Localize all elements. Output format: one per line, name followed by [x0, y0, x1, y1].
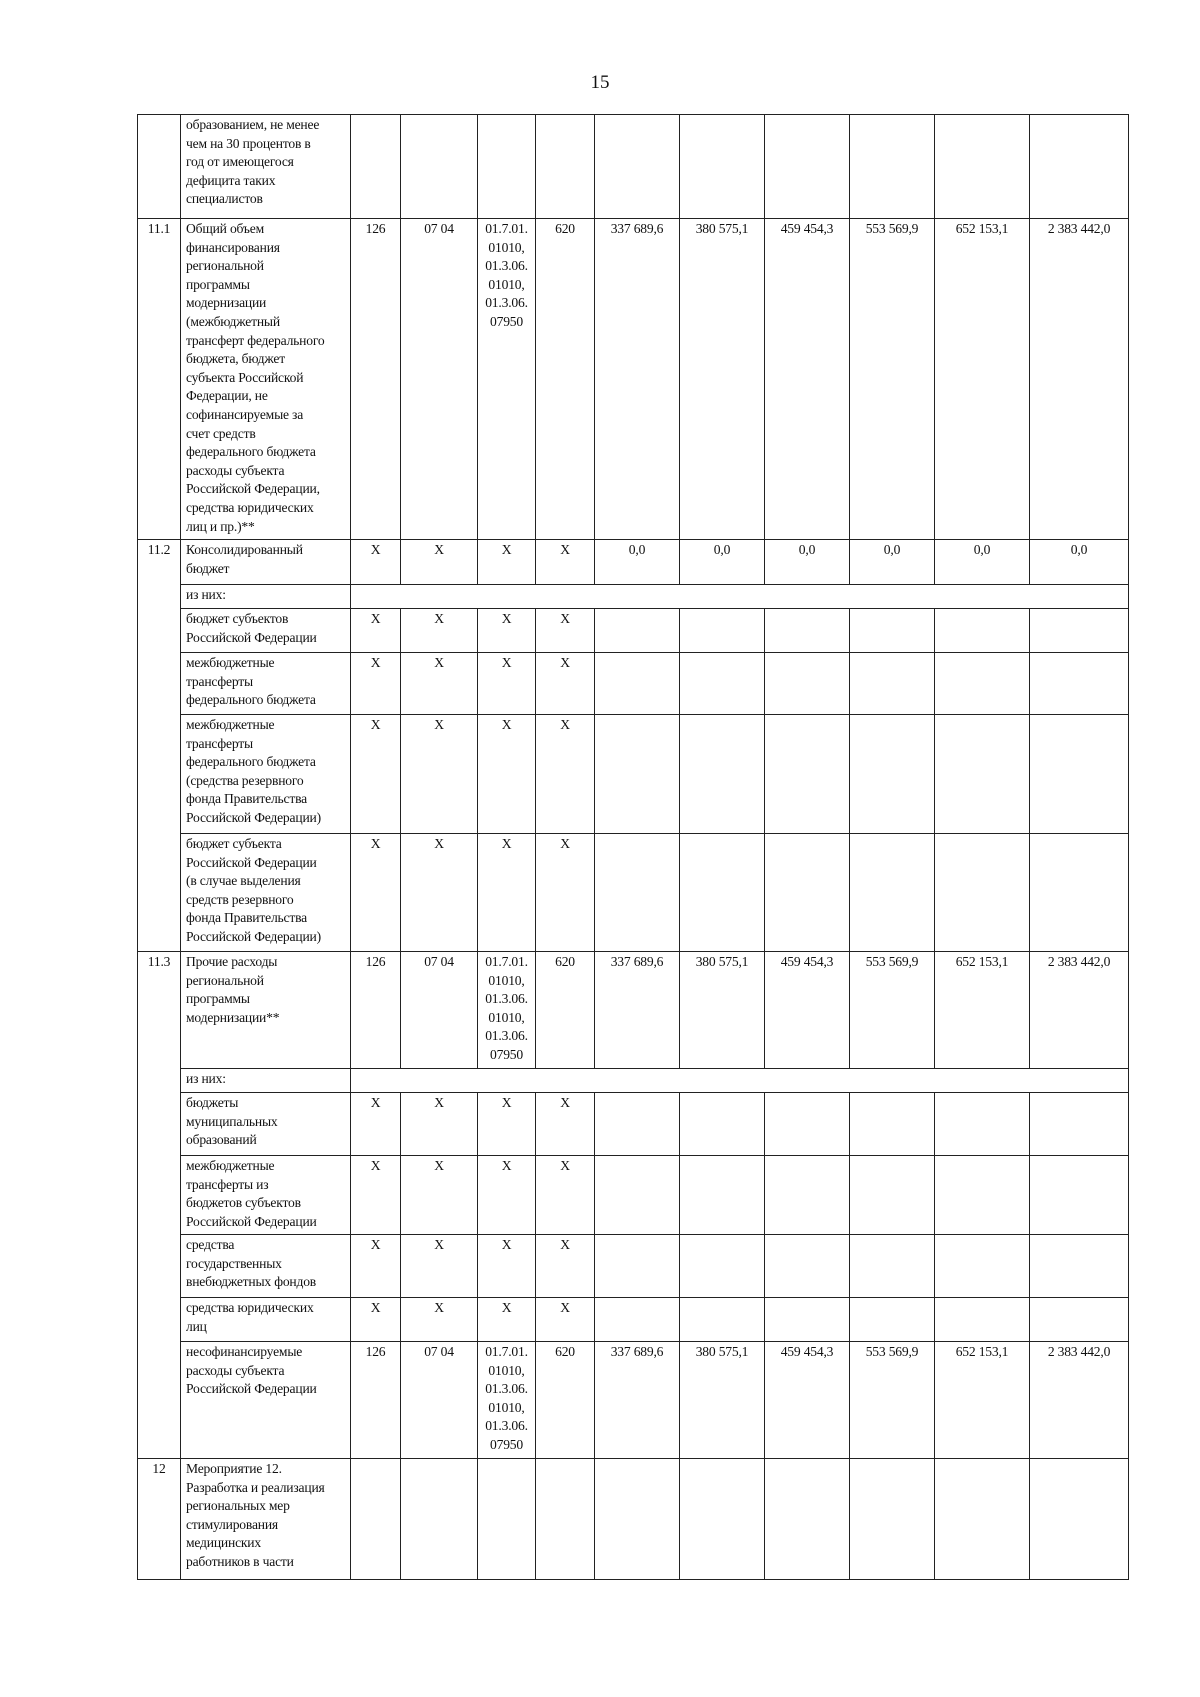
value-cell: 553 569,9 [850, 952, 935, 1069]
grbs-cell: X [351, 834, 401, 952]
grbs-cell: 126 [351, 952, 401, 1069]
rzpr-cell: X [401, 653, 478, 715]
vr-cell: X [536, 540, 595, 585]
csr-cell: 01.7.01. 01010, 01.3.06. 01010, 01.3.06. 07950 [478, 1342, 536, 1459]
rzpr-cell: X [401, 1093, 478, 1156]
value-cell: 380 575,1 [680, 1342, 765, 1459]
value-cell: 652 153,1 [935, 1342, 1030, 1459]
description-cell: Общий объем финансирования региональной программы модернизации (межбюджетный трансферт федерального бюджета, бюджет субъекта Российской Федерации, не софинансируемые за счет средств федерального бюджета расходы субъекта Российской Федерации, средства юридических лиц и пр.)** [181, 219, 351, 540]
value-cell [595, 1156, 680, 1235]
value-cell [680, 1235, 765, 1298]
rzpr-cell: X [401, 540, 478, 585]
description-cell: образованием, не менее чем на 30 процентов в год от имеющегося дефицита таких специалистов [181, 115, 351, 219]
value-cell [680, 609, 765, 653]
value-cell: 337 689,6 [595, 1342, 680, 1459]
value-cell [680, 1298, 765, 1342]
value-cell [935, 1298, 1030, 1342]
table-row [138, 1298, 1129, 1342]
value-cell [680, 834, 765, 952]
vr-cell: X [536, 653, 595, 715]
value-cell: 459 454,3 [765, 1342, 850, 1459]
value-cell [935, 1459, 1030, 1580]
value-cell [935, 1235, 1030, 1298]
grbs-cell: X [351, 609, 401, 653]
total-cell [1030, 609, 1129, 653]
total-cell [1030, 715, 1129, 834]
value-cell [680, 1093, 765, 1156]
csr-cell [478, 1459, 536, 1580]
value-cell [595, 653, 680, 715]
total-cell [1030, 653, 1129, 715]
value-cell [850, 653, 935, 715]
total-cell [1030, 115, 1129, 219]
vr-cell: 620 [536, 1342, 595, 1459]
value-cell [935, 715, 1030, 834]
total-cell: 2 383 442,0 [1030, 1342, 1129, 1459]
vr-cell: X [536, 1298, 595, 1342]
table-row [138, 1459, 1129, 1580]
grbs-cell: X [351, 540, 401, 585]
value-cell [765, 1093, 850, 1156]
total-cell [1030, 834, 1129, 952]
value-cell [935, 115, 1030, 219]
row-number-cell [138, 715, 181, 834]
rzpr-cell [401, 1459, 478, 1580]
value-cell: 0,0 [595, 540, 680, 585]
row-number-cell [138, 834, 181, 952]
total-cell: 0,0 [1030, 540, 1129, 585]
vr-cell: 620 [536, 219, 595, 540]
table-row [138, 653, 1129, 715]
value-cell [765, 653, 850, 715]
page-number: 15 [590, 72, 610, 93]
value-cell [765, 1459, 850, 1580]
description-cell: средства государственных внебюджетных фондов [181, 1235, 351, 1298]
value-cell [680, 653, 765, 715]
csr-cell [478, 115, 536, 219]
total-cell [1030, 1156, 1129, 1235]
value-cell [935, 653, 1030, 715]
grbs-cell: X [351, 1235, 401, 1298]
row-number-cell [138, 609, 181, 653]
description-cell: средства юридических лиц [181, 1298, 351, 1342]
total-cell [1030, 1093, 1129, 1156]
row-number-cell: 11.2 [138, 540, 181, 585]
table-row [138, 952, 1129, 1069]
grbs-cell [351, 115, 401, 219]
table-row [138, 115, 1129, 219]
vr-cell: 620 [536, 952, 595, 1069]
value-cell [595, 609, 680, 653]
value-cell [850, 1459, 935, 1580]
value-cell: 0,0 [850, 540, 935, 585]
value-cell [595, 115, 680, 219]
table-row [138, 1342, 1129, 1459]
description-cell: межбюджетные трансферты федерального бюджета (средства резервного фонда Правительства Российской Федерации) [181, 715, 351, 834]
value-cell [935, 609, 1030, 653]
rzpr-cell: X [401, 609, 478, 653]
row-number-cell [138, 1298, 181, 1342]
value-cell [935, 834, 1030, 952]
merged-cell [351, 1069, 1129, 1093]
table-row [138, 219, 1129, 540]
table-row [138, 834, 1129, 952]
row-number-cell [138, 653, 181, 715]
value-cell: 652 153,1 [935, 952, 1030, 1069]
vr-cell: X [536, 1156, 595, 1235]
value-cell: 459 454,3 [765, 219, 850, 540]
rzpr-cell: X [401, 715, 478, 834]
row-number-cell: 11.3 [138, 952, 181, 1069]
value-cell [850, 609, 935, 653]
csr-cell: X [478, 1298, 536, 1342]
value-cell: 0,0 [680, 540, 765, 585]
value-cell: 380 575,1 [680, 952, 765, 1069]
value-cell [850, 1156, 935, 1235]
row-number-cell: 11.1 [138, 219, 181, 540]
description-cell: бюджет субъектов Российской Федерации [181, 609, 351, 653]
value-cell [595, 1093, 680, 1156]
vr-cell [536, 115, 595, 219]
row-number-cell [138, 1069, 181, 1093]
description-cell: бюджеты муниципальных образований [181, 1093, 351, 1156]
value-cell [765, 715, 850, 834]
value-cell [765, 609, 850, 653]
value-cell [680, 715, 765, 834]
description-cell: межбюджетные трансферты федерального бюджета [181, 653, 351, 715]
csr-cell: X [478, 834, 536, 952]
grbs-cell: X [351, 653, 401, 715]
value-cell [680, 1156, 765, 1235]
table-row [138, 540, 1129, 585]
value-cell [595, 1298, 680, 1342]
vr-cell: X [536, 609, 595, 653]
value-cell [765, 1235, 850, 1298]
description-cell: Прочие расходы региональной программы модернизации** [181, 952, 351, 1069]
vr-cell [536, 1459, 595, 1580]
rzpr-cell: X [401, 834, 478, 952]
table-row [138, 1069, 1129, 1093]
rzpr-cell [401, 115, 478, 219]
row-number-cell [138, 1342, 181, 1459]
vr-cell: X [536, 715, 595, 834]
value-cell: 0,0 [935, 540, 1030, 585]
value-cell [765, 1156, 850, 1235]
grbs-cell: 126 [351, 219, 401, 540]
table-row [138, 1093, 1129, 1156]
row-number-cell [138, 1235, 181, 1298]
grbs-cell: X [351, 1093, 401, 1156]
csr-cell: X [478, 1235, 536, 1298]
value-cell: 553 569,9 [850, 1342, 935, 1459]
rzpr-cell: X [401, 1298, 478, 1342]
value-cell: 0,0 [765, 540, 850, 585]
value-cell [765, 115, 850, 219]
csr-cell: X [478, 653, 536, 715]
csr-cell: X [478, 609, 536, 653]
description-cell: Мероприятие 12. Разработка и реализация региональных мер стимулирования медицинских работников в части [181, 1459, 351, 1580]
description-cell: межбюджетные трансферты из бюджетов субъектов Российской Федерации [181, 1156, 351, 1235]
value-cell [595, 1235, 680, 1298]
table-row [138, 1235, 1129, 1298]
value-cell [595, 1459, 680, 1580]
value-cell [850, 715, 935, 834]
description-cell: Консолидированный бюджет [181, 540, 351, 585]
value-cell [850, 834, 935, 952]
vr-cell: X [536, 1235, 595, 1298]
total-cell: 2 383 442,0 [1030, 952, 1129, 1069]
csr-cell: X [478, 715, 536, 834]
value-cell: 380 575,1 [680, 219, 765, 540]
budget-table [137, 114, 1129, 1580]
grbs-cell: X [351, 715, 401, 834]
grbs-cell [351, 1459, 401, 1580]
value-cell [935, 1093, 1030, 1156]
value-cell [850, 1298, 935, 1342]
value-cell: 337 689,6 [595, 952, 680, 1069]
row-number-cell [138, 1156, 181, 1235]
grbs-cell: X [351, 1298, 401, 1342]
value-cell [680, 115, 765, 219]
rzpr-cell: 07 04 [401, 219, 478, 540]
rzpr-cell: 07 04 [401, 1342, 478, 1459]
csr-cell: X [478, 1156, 536, 1235]
description-cell: из них: [181, 1069, 351, 1093]
grbs-cell: X [351, 1156, 401, 1235]
value-cell: 553 569,9 [850, 219, 935, 540]
table-row [138, 609, 1129, 653]
csr-cell: 01.7.01. 01010, 01.3.06. 01010, 01.3.06. 07950 [478, 952, 536, 1069]
value-cell: 652 153,1 [935, 219, 1030, 540]
total-cell [1030, 1235, 1129, 1298]
value-cell [680, 1459, 765, 1580]
rzpr-cell: X [401, 1156, 478, 1235]
value-cell [850, 1093, 935, 1156]
csr-cell: 01.7.01. 01010, 01.3.06. 01010, 01.3.06. 07950 [478, 219, 536, 540]
total-cell [1030, 1298, 1129, 1342]
row-number-cell: 12 [138, 1459, 181, 1580]
row-number-cell [138, 1093, 181, 1156]
value-cell [595, 834, 680, 952]
total-cell [1030, 1459, 1129, 1580]
description-cell: несофинансируемые расходы субъекта Российской Федерации [181, 1342, 351, 1459]
description-cell: бюджет субъекта Российской Федерации (в случае выделения средств резервного фонда Правительства Российской Федерации) [181, 834, 351, 952]
vr-cell: X [536, 1093, 595, 1156]
value-cell [850, 115, 935, 219]
csr-cell: X [478, 1093, 536, 1156]
row-number-cell [138, 585, 181, 609]
table-row [138, 585, 1129, 609]
value-cell: 337 689,6 [595, 219, 680, 540]
value-cell [595, 715, 680, 834]
grbs-cell: 126 [351, 1342, 401, 1459]
total-cell: 2 383 442,0 [1030, 219, 1129, 540]
value-cell [850, 1235, 935, 1298]
value-cell [765, 834, 850, 952]
rzpr-cell: X [401, 1235, 478, 1298]
rzpr-cell: 07 04 [401, 952, 478, 1069]
table-row [138, 1156, 1129, 1235]
value-cell [935, 1156, 1030, 1235]
merged-cell [351, 585, 1129, 609]
description-cell: из них: [181, 585, 351, 609]
row-number-cell [138, 115, 181, 219]
value-cell [765, 1298, 850, 1342]
csr-cell: X [478, 540, 536, 585]
vr-cell: X [536, 834, 595, 952]
value-cell: 459 454,3 [765, 952, 850, 1069]
table-row [138, 715, 1129, 834]
